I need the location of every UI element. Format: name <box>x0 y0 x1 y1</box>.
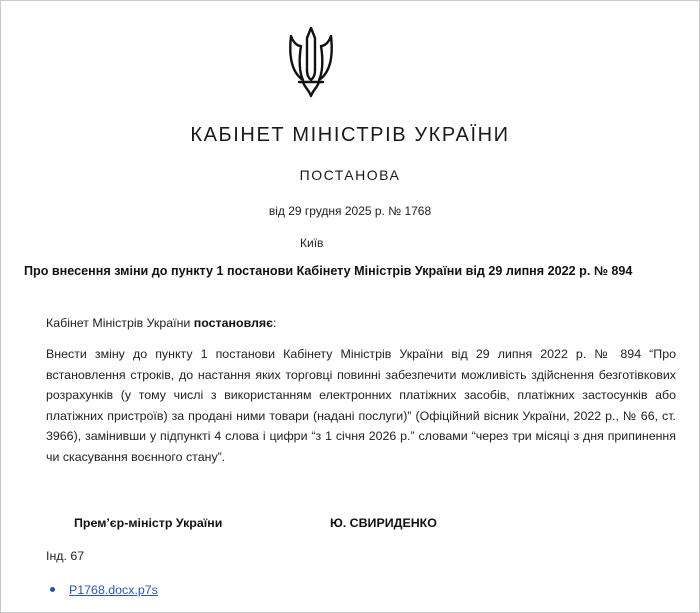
trident-emblem-icon <box>285 24 337 100</box>
organization-title: КАБІНЕТ МІНІСТРІВ УКРАЇНИ <box>190 124 510 146</box>
intro-bold: постановляє <box>193 316 273 330</box>
document-type: ПОСТАНОВА <box>299 167 401 183</box>
signature-name: Ю. СВИРИДЕНКО <box>330 516 437 530</box>
intro-paragraph <box>46 316 276 330</box>
attachment-list-item <box>50 583 158 597</box>
document-index: Інд. 67 <box>46 549 85 563</box>
intro-suffix: : <box>272 316 277 330</box>
signature-position: Прем’єр-міністр України <box>74 516 223 530</box>
document-title: Про внесення зміни до пункту 1 постанови Кабінету Міністрів України від 29 липня 2022 р. № 894 <box>24 264 633 278</box>
body-paragraph: Внести зміну до пункту 1 постанови Кабінету Міністрів України від 29 липня 2022 р. № 894 “Про встановлення строків, до настання яких торговці повинні забезпечити можливість здійснення безготівкових розрахунків (у тому числі з використанням електронних платіжних засобів, платіжних застосунків або платіжних пристроїв) за продані ними товари (надані послуги)” (Офіційний вісник України, 2022 р., № 66, ст. 3966), замінивши у підпункті 4 слова і цифри “з 1 січня 2026 р.” словами “через три місяці з дня припинення чи скасування воєнного стану”. <box>46 347 676 464</box>
document-city: Київ <box>300 236 324 250</box>
intro-text: Кабінет Міністрів України <box>46 316 194 330</box>
document-date: від 29 грудня 2025 р. № 1768 <box>268 204 432 218</box>
bullet-icon <box>50 587 55 592</box>
attachment-link[interactable]: P1768.docx.p7s <box>69 583 158 597</box>
